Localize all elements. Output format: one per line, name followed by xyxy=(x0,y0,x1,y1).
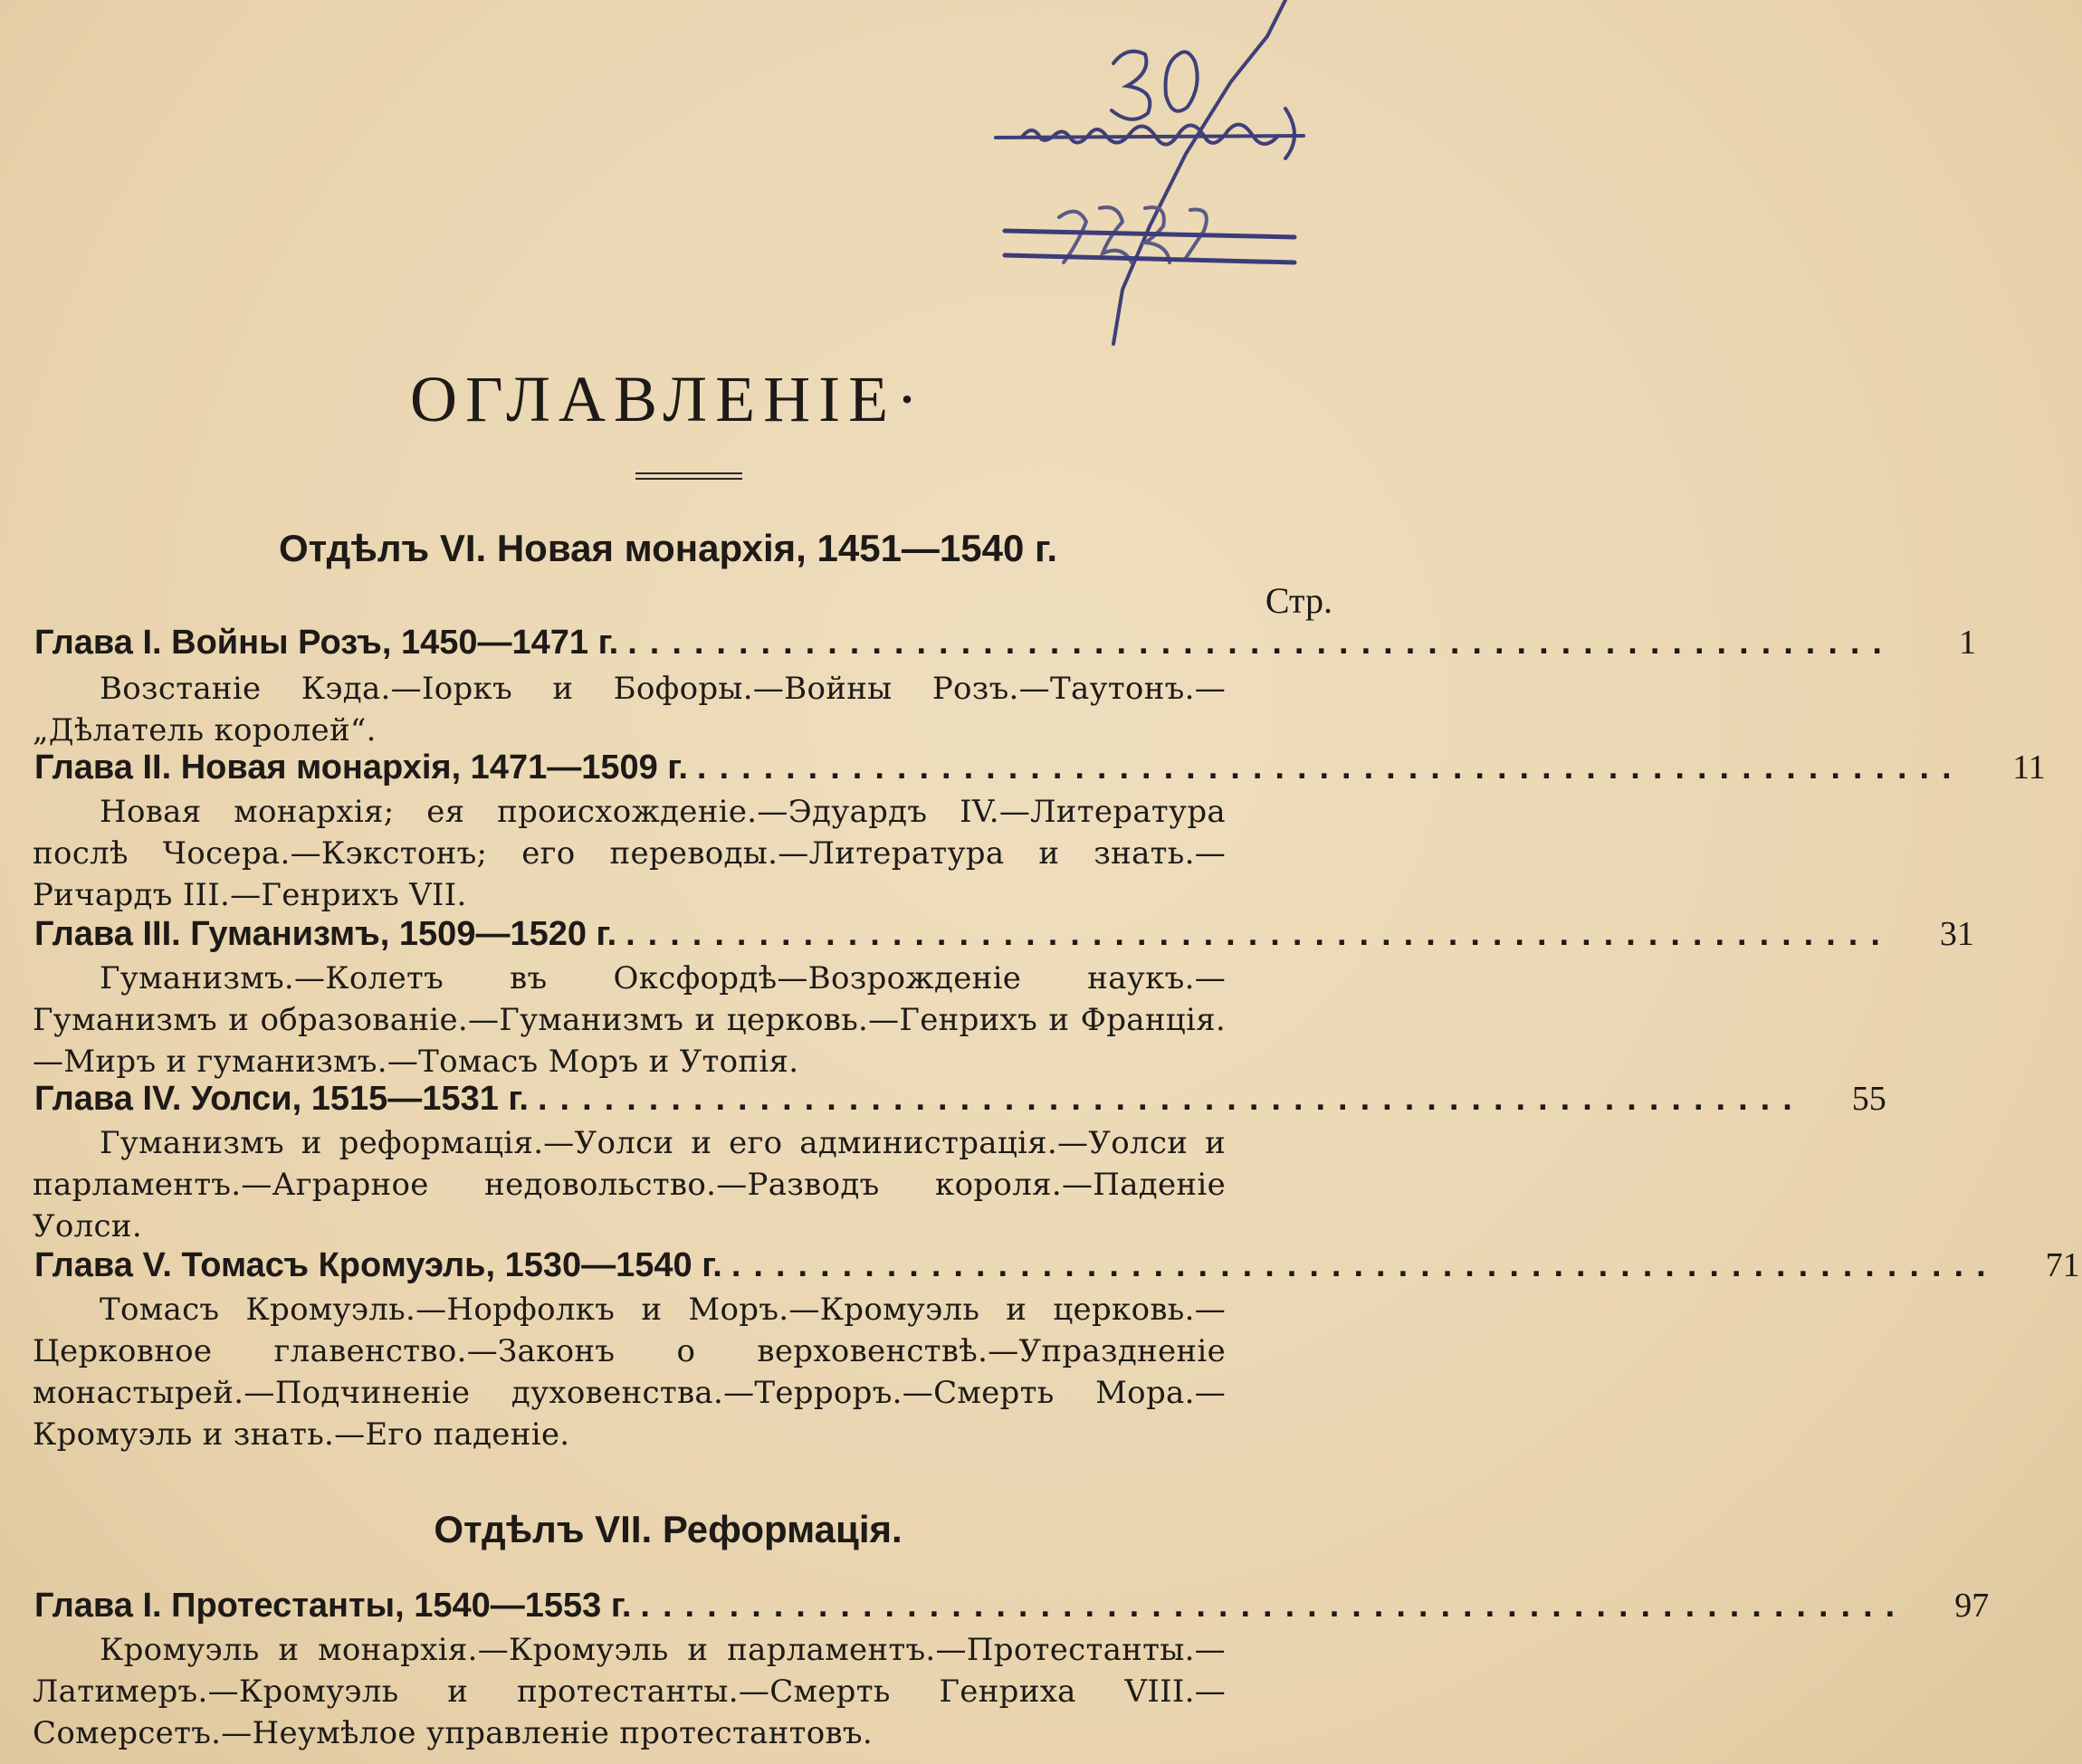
dot-leader: ......................................................... xyxy=(626,915,1893,953)
chapter-title: Глава III. Гуманизмъ, 1509—1520 г. xyxy=(34,915,617,953)
page-column-label: Стр. xyxy=(1265,580,1332,621)
dot-leader: ......................................................... xyxy=(696,749,1964,787)
dot-leader: ......................................................... xyxy=(537,1080,1805,1118)
toc-entry-chapter-5[interactable] xyxy=(34,1245,2080,1292)
chapter-title: Глава II. Новая монархiя, 1471—1509 г. xyxy=(34,749,688,787)
toc-entry-chapter-2[interactable] xyxy=(34,748,2046,795)
chapter-summary: Кромуэль и монархiя.—Кромуэль и парламентъ.—Протестанты.—Латимеръ.—Кромуэль и протестанты.—Смерть Генриха VIII.—Сомерсетъ.—Неумѣлое управленiе протестантовъ. xyxy=(33,1632,1226,1751)
toc-entry-chapter-3[interactable] xyxy=(34,914,1974,961)
toc-entry-chapter-vii-1[interactable] xyxy=(34,1586,1990,1633)
chapter-title: Глава I. Протестанты, 1540—1553 г. xyxy=(34,1587,632,1625)
page-number: 31 xyxy=(1939,915,1974,953)
toc-entry-chapter-4[interactable] xyxy=(34,1079,1886,1126)
page-number: 55 xyxy=(1851,1080,1886,1118)
chapter-summary: Гуманизмъ и реформацiя.—Уолси и его администрацiя.—Уолси и парламентъ.—Аграрное недовольство.—Разводъ короля.—Паденiе Уолси. xyxy=(33,1125,1226,1244)
toc-entry-chapter-1[interactable] xyxy=(34,623,1976,670)
chapter-summary: Томасъ Кромуэль.—Норфолкъ и Моръ.—Кромуэль и церковь.—Церковное главенство.—Законъ о верховенствѣ.—Упраздненiе монастырей.—Подчиненiе духовенства.—Терроръ.—Смерть Мора.—Кромуэль и знать.—Его паденiе. xyxy=(33,1292,1226,1453)
page-number: 11 xyxy=(2012,749,2046,787)
chapter-summary: Гуманизмъ.—Колетъ въ Оксфордѣ—Возрожденiе наукъ.—Гуманизмъ и образованiе.—Гуманизмъ и церковь.—Генрихъ и Францiя.—Миръ и гуманизмъ.—Томасъ Моръ и Утопiя. xyxy=(33,960,1226,1080)
handwriting-drawing xyxy=(941,0,1336,362)
page-number: 97 xyxy=(1954,1587,1990,1625)
dot-leader: ......................................................... xyxy=(731,1246,1999,1284)
page-number: 71 xyxy=(2045,1246,2080,1284)
chapter-title: Глава V. Томасъ Кромуэль, 1530—1540 г. xyxy=(34,1246,722,1284)
section-heading-vii: Отдѣлъ VII. Реформацiя. xyxy=(434,1508,903,1550)
chapter-summary: Возстанiе Кэда.—Iоркъ и Бофоры.—Войны Розъ.—Таутонъ.—„Дѣлатель королей“. xyxy=(33,671,1226,749)
chapter-summary: Новая монархiя; ея происхожденiе.—Эдуардъ IV.—Литература послѣ Чосера.—Кэкстонъ; его переводы.—Литература и знать.—Ричардъ III.—Генрихъ VII. xyxy=(33,794,1226,913)
handwritten-catalog-mark xyxy=(941,0,1336,362)
chapter-title: Глава IV. Уолси, 1515—1531 г. xyxy=(34,1080,529,1118)
chapter-title: Глава I. Войны Розъ, 1450—1471 г. xyxy=(34,624,619,662)
title-double-rule xyxy=(635,472,742,483)
section-heading-vi: Отдѣлъ VI. Новая монархiя, 1451—1540 г. xyxy=(279,527,1057,569)
page-title: ОГЛАВЛЕНIЕ· xyxy=(409,363,927,435)
dot-leader: ......................................................... xyxy=(640,1587,1908,1625)
dot-leader: ......................................................... xyxy=(627,624,1895,662)
page-number: 1 xyxy=(1959,624,1976,662)
